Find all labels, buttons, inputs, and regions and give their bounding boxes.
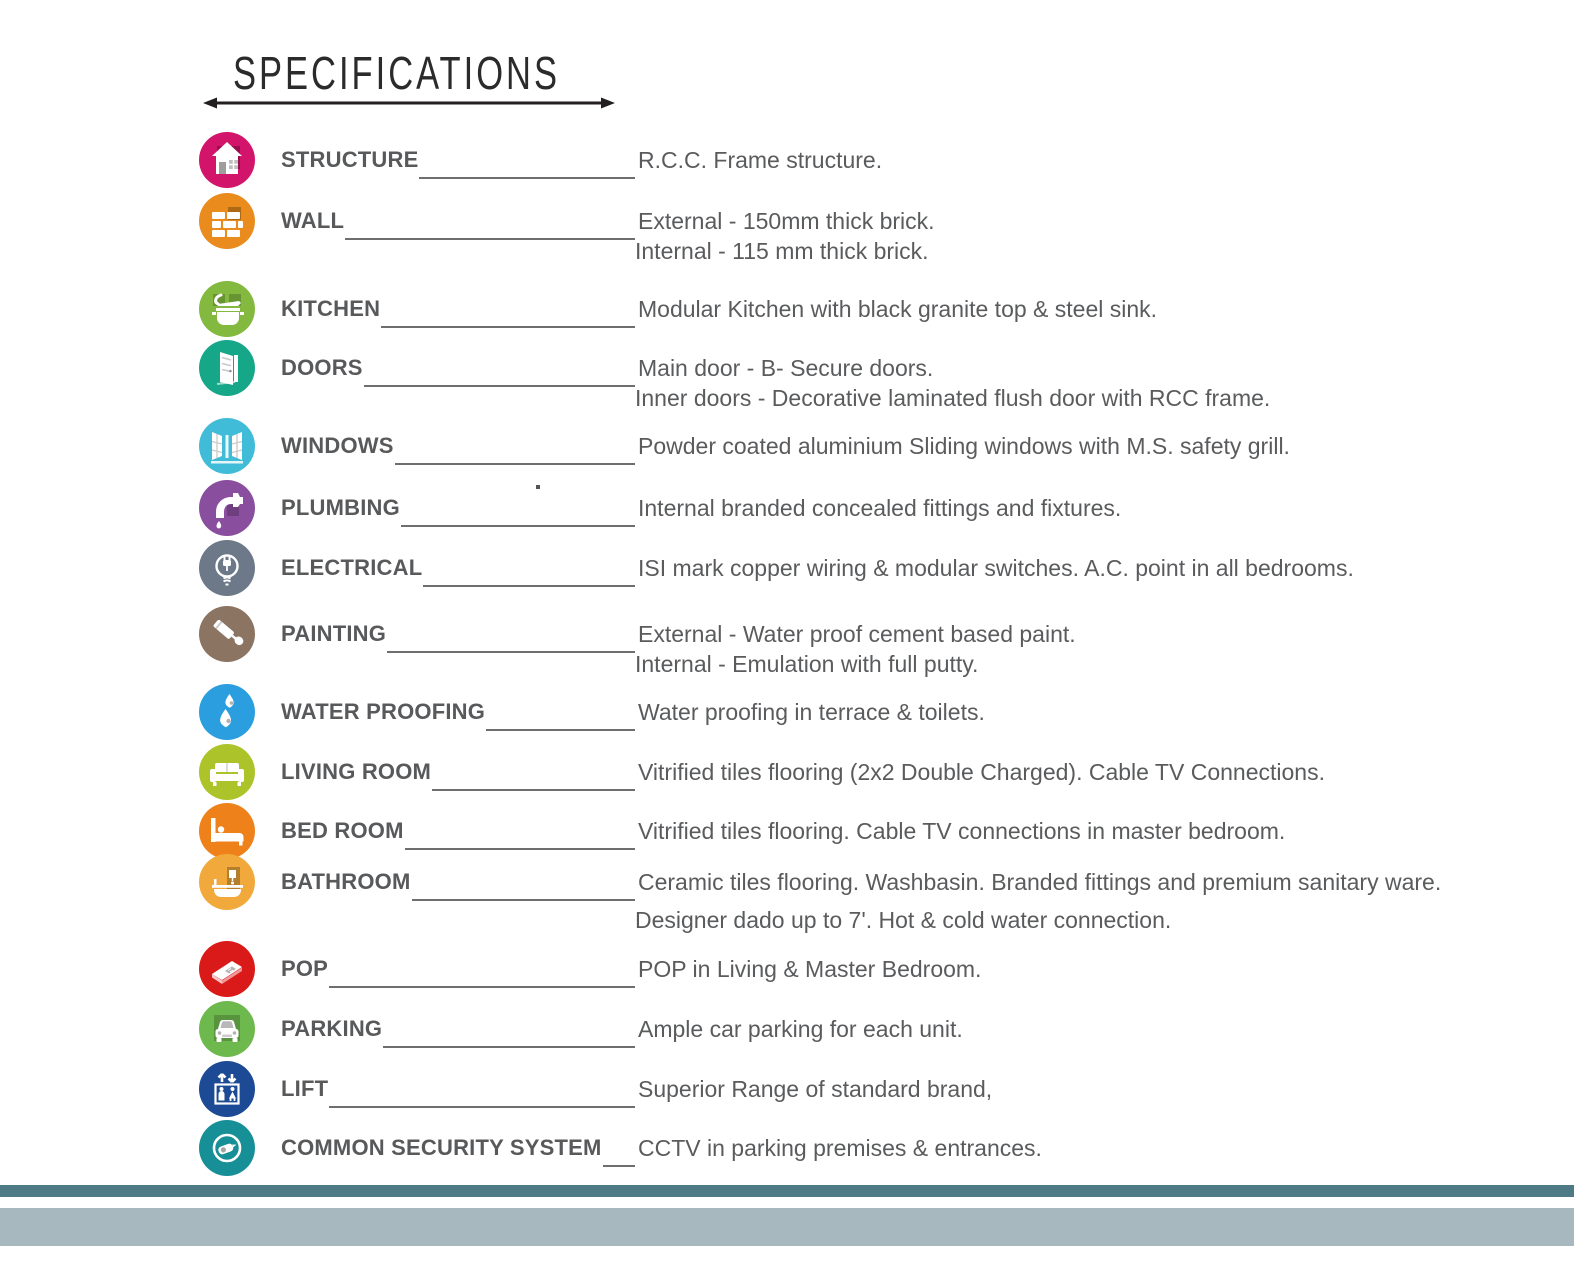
spec-desc: Ceramic tiles flooring. Washbasin. Branded fittings and premium sanitary ware. — [638, 868, 1442, 895]
spec-desc-line2: Internal - 115 mm thick brick. — [635, 238, 929, 264]
door-icon — [199, 340, 255, 396]
spec-label: POP — [281, 956, 329, 981]
spec-label: PARKING — [281, 1016, 383, 1041]
spec-desc: External - 150mm thick brick. — [638, 207, 935, 234]
underline — [405, 812, 635, 850]
double-arrow — [200, 94, 618, 112]
spec-label: PAINTING — [281, 621, 387, 646]
underline — [329, 1070, 635, 1108]
underline — [329, 950, 635, 988]
paint-roller-icon — [199, 606, 255, 662]
spec-label: ELECTRICAL — [281, 555, 423, 580]
faucet-icon — [199, 480, 255, 536]
bathtub-icon — [199, 854, 255, 910]
underline — [383, 1010, 635, 1048]
spec-label: KITCHEN — [281, 296, 381, 321]
spec-desc: Vitrified tiles flooring. Cable TV connections in master bedroom. — [638, 817, 1286, 844]
spec-label: LIFT — [281, 1076, 329, 1101]
spec-desc: Modular Kitchen with black granite top & steel sink. — [638, 295, 1158, 322]
water-drop-icon — [199, 684, 255, 740]
car-icon — [199, 1001, 255, 1057]
underline — [395, 427, 635, 465]
spec-label: BATHROOM — [281, 869, 411, 894]
underline — [387, 615, 635, 653]
sofa-icon — [199, 744, 255, 800]
spec-desc: ISI mark copper wiring & modular switches. A.C. point in all bedrooms. — [638, 554, 1354, 581]
spec-desc: POP in Living & Master Bedroom. — [638, 955, 982, 982]
spec-desc: Internal branded concealed fittings and fixtures. — [638, 494, 1122, 521]
underline — [432, 753, 635, 791]
underline — [381, 290, 635, 328]
spec-desc: Superior Range of standard brand, — [638, 1075, 993, 1102]
underline — [486, 693, 635, 731]
cctv-camera-icon — [199, 1120, 255, 1176]
cooking-pot-icon — [199, 281, 255, 337]
light-bulb-icon — [199, 540, 255, 596]
house-icon — [199, 132, 255, 188]
spec-desc-line2: Inner doors - Decorative laminated flush door with RCC frame. — [635, 385, 1271, 411]
underline — [419, 141, 635, 179]
spec-desc: Powder coated aluminium Sliding windows with M.S. safety grill. — [638, 432, 1290, 459]
spec-label: WATER PROOFING — [281, 699, 486, 724]
spec-desc: External - Water proof cement based paint. — [638, 620, 1076, 647]
spec-desc: Water proofing in terrace & toilets. — [638, 698, 985, 725]
spec-label: DOORS — [281, 355, 363, 380]
footer-bar-dark — [0, 1185, 1574, 1197]
spec-label: WINDOWS — [281, 433, 394, 458]
spec-label: PLUMBING — [281, 495, 400, 520]
underline — [345, 202, 635, 240]
spec-label: COMMON SECURITY SYSTEM — [281, 1135, 602, 1160]
underline — [364, 349, 635, 387]
pop-panel-icon — [199, 941, 255, 997]
spec-desc: Ample car parking for each unit. — [638, 1015, 963, 1042]
window-icon — [199, 418, 255, 474]
spec-desc-line2: Designer dado up to 7'. Hot & cold water connection. — [635, 907, 1172, 933]
elevator-icon — [199, 1061, 255, 1117]
bed-icon — [199, 803, 255, 859]
spec-desc-line2: Internal - Emulation with full putty. — [635, 651, 979, 677]
spec-label: LIVING ROOM — [281, 759, 432, 784]
spec-desc: Vitrified tiles flooring (2x2 Double Charged). Cable TV Connections. — [638, 758, 1325, 785]
spec-desc: CCTV in parking premises & entrances. — [638, 1134, 1042, 1161]
spec-desc: R.C.C. Frame structure. — [638, 146, 883, 173]
page-title: SPECIFICATIONS — [233, 47, 560, 99]
underline — [603, 1129, 635, 1167]
footer-bar-light — [0, 1208, 1574, 1246]
spec-label: WALL — [281, 208, 345, 233]
underline — [423, 549, 635, 587]
spec-label: STRUCTURE — [281, 147, 419, 172]
underline — [412, 863, 635, 901]
spec-label: BED ROOM — [281, 818, 404, 843]
spec-desc: Main door - B- Secure doors. — [638, 354, 934, 381]
underline — [401, 489, 635, 527]
brick-wall-icon — [199, 193, 255, 249]
